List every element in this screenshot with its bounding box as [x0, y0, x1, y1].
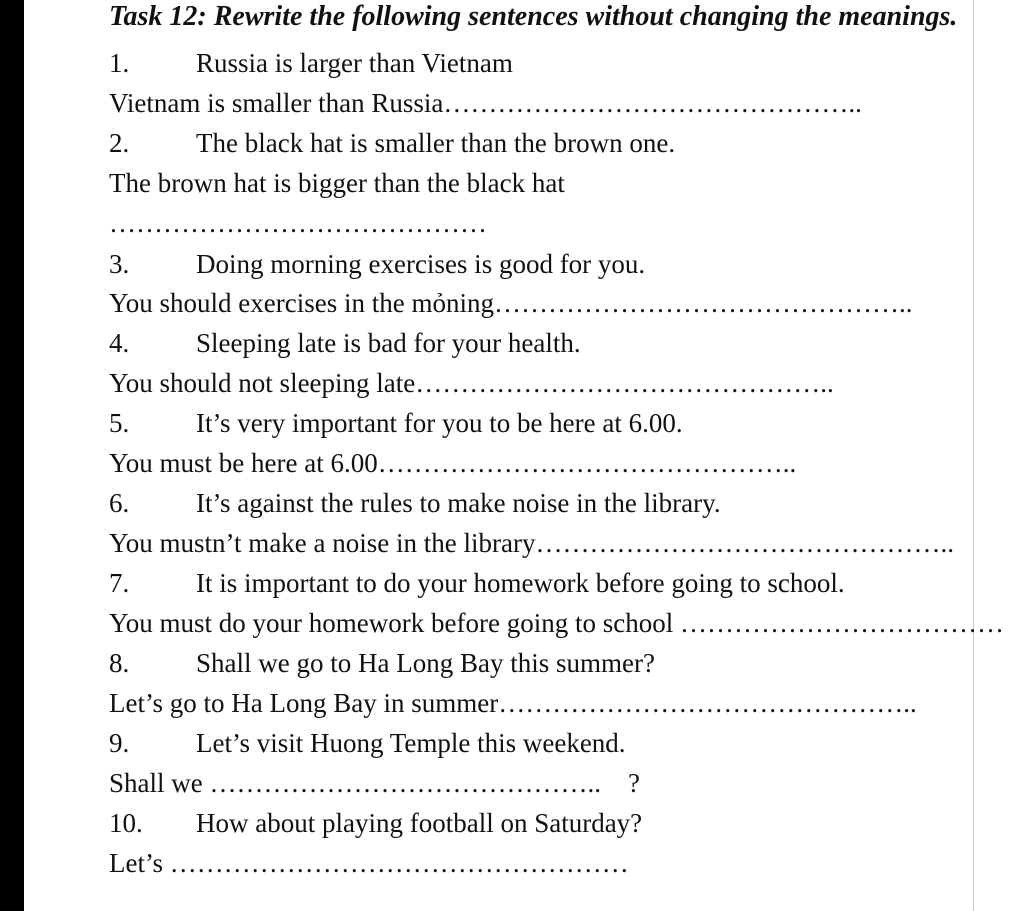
exercise-10-answer: Let’s ……………………………………………	[109, 848, 629, 878]
exercise-9-answer: Shall we …………………………………….. ?	[109, 768, 640, 798]
exercise-sentence: Sleeping late is bad for your health.	[196, 328, 581, 358]
exercise-7-prompt	[109, 566, 845, 600]
exercise-number: 10.	[109, 808, 143, 838]
exercise-sentence: Shall we go to Ha Long Bay this summer?	[196, 648, 655, 678]
task-title: Task 12: Rewrite the following sentences without changing the meanings.	[109, 1, 958, 32]
exercise-number: 1.	[109, 48, 130, 78]
exercise-4-prompt	[109, 326, 581, 360]
exercise-9-prompt	[109, 726, 626, 760]
exercise-6-prompt	[109, 486, 721, 520]
exercise-8-answer: Let’s go to Ha Long Bay in summer………………………………………..	[109, 688, 917, 718]
exercise-sentence: It’s against the rules to make noise in the library.	[196, 488, 721, 518]
exercise-sentence: Let’s visit Huong Temple this weekend.	[196, 728, 626, 758]
exercise-6-answer: You mustn’t make a noise in the library………………………………………..	[109, 528, 954, 558]
exercise-5-prompt	[109, 406, 683, 440]
exercise-number: 9.	[109, 728, 130, 758]
exercise-3-answer: You should exercises in the mỏning………………………………………..	[109, 288, 913, 318]
exercise-sentence: It is important to do your homework before going to school.	[196, 568, 845, 598]
exercise-5-answer: You must be here at 6.00………………………………………..	[109, 448, 797, 478]
exercise-1-prompt	[109, 46, 513, 80]
exercise-number: 4.	[109, 328, 130, 358]
exercise-8-prompt	[109, 646, 655, 680]
exercise-number: 7.	[109, 568, 130, 598]
exercise-2-prompt	[109, 126, 675, 160]
exercise-10-prompt	[109, 806, 642, 840]
exercise-sentence: Russia is larger than Vietnam	[196, 48, 513, 78]
exercise-number: 8.	[109, 648, 130, 678]
exercise-number: 2.	[109, 128, 130, 158]
exercise-sentence: The black hat is smaller than the brown one.	[196, 128, 676, 158]
exercise-sentence: Doing morning exercises is good for you.	[196, 249, 646, 279]
exercise-number: 6.	[109, 488, 130, 518]
exercise-2-answer-dots: ……………………………………	[109, 208, 487, 238]
exercise-number: 3.	[109, 249, 130, 279]
exercise-1-answer: Vietnam is smaller than Russia………………………………………..	[109, 88, 862, 118]
exercise-2-answer: The brown hat is bigger than the black hat	[109, 168, 565, 198]
exercise-sentence: How about playing football on Saturday?	[196, 808, 643, 838]
exercise-4-answer: You should not sleeping late………………………………………..	[109, 368, 834, 398]
exercise-number: 5.	[109, 408, 130, 438]
exercise-3-prompt	[109, 247, 645, 281]
exercise-7-answer: You must do your homework before going to school ………………………………	[109, 608, 1004, 638]
exercise-sentence: It’s very important for you to be here at 6.00.	[196, 408, 683, 438]
